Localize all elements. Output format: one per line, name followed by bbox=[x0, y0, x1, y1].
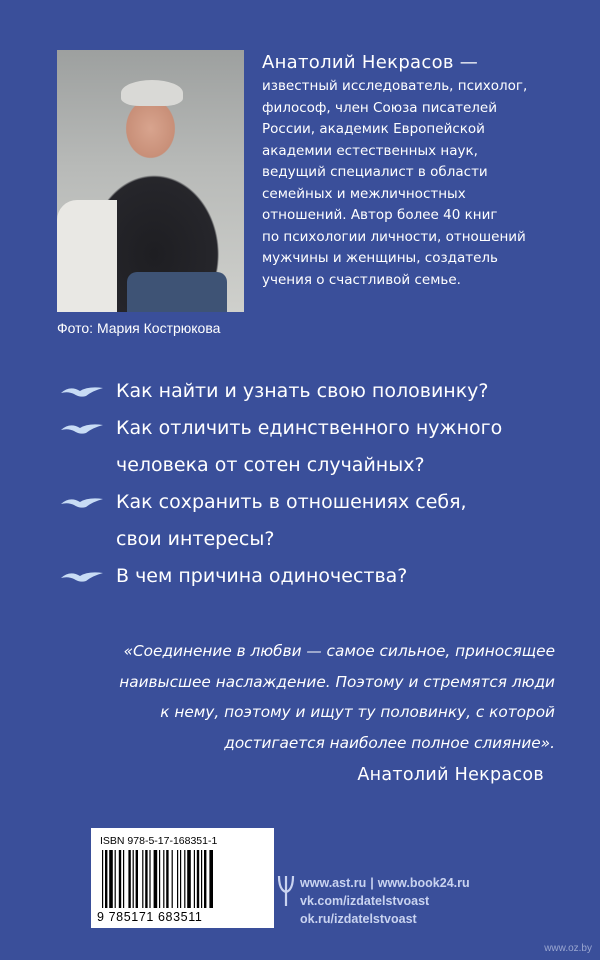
bio-line: отношений. Автор более 40 книг bbox=[262, 207, 498, 223]
author-photo bbox=[57, 50, 244, 312]
link-separator: | bbox=[370, 876, 374, 890]
seagull-icon bbox=[60, 420, 104, 436]
bio-line: ведущий специалист в области bbox=[262, 164, 488, 180]
bio-author-name: Анатолий Некрасов — bbox=[262, 52, 479, 73]
question-text: Как найти и узнать свою половинку? bbox=[116, 380, 489, 402]
author-bio bbox=[262, 50, 552, 291]
quote-line: наивысшее наслаждение. Поэтому и стремятся люди bbox=[119, 672, 555, 691]
links-row-sites bbox=[300, 874, 470, 892]
bio-line: по психологии личности, отношений bbox=[262, 228, 526, 245]
isbn-number: ISBN 978-5-17-168351-1 bbox=[100, 835, 218, 847]
bio-line: философ, член Союза писателей bbox=[262, 99, 498, 116]
publisher-logo-icon bbox=[276, 872, 296, 908]
barcode-bars bbox=[100, 850, 266, 908]
seagull-icon bbox=[60, 494, 104, 510]
bio-line: учения о счастливой семье. bbox=[262, 271, 461, 288]
question-text: В чем причина одиночества? bbox=[116, 565, 408, 587]
question-item bbox=[60, 558, 560, 595]
seagull-icon bbox=[60, 568, 104, 584]
photo-jeans bbox=[127, 272, 227, 312]
bio-line: семейных и межличностных bbox=[262, 185, 466, 202]
quote-line: достигается наиболее полное слияние». bbox=[224, 733, 555, 752]
bio-line: академии естественных наук, bbox=[262, 142, 478, 159]
photo-hair bbox=[121, 80, 183, 106]
question-text: человека от сотен случайных? bbox=[116, 454, 425, 476]
question-list bbox=[60, 373, 560, 595]
link-vk[interactable]: vk.com/izdatelstvoast bbox=[300, 894, 430, 908]
link-ast[interactable]: www.ast.ru bbox=[300, 876, 367, 890]
question-item bbox=[60, 410, 560, 484]
bio-line: России, академик Европейской bbox=[262, 121, 485, 137]
seagull-icon bbox=[60, 383, 104, 399]
link-ok[interactable]: ok.ru/izdatelstvoast bbox=[300, 912, 417, 926]
bio-line: мужчины и женщины, создатель bbox=[262, 250, 498, 266]
publisher-links bbox=[300, 874, 470, 928]
question-text: свои интересы? bbox=[116, 528, 275, 550]
quote-author: Анатолий Некрасов bbox=[357, 765, 544, 785]
photo-chair bbox=[57, 200, 117, 312]
isbn-barcode bbox=[91, 828, 274, 928]
bio-line: известный исследователь, психолог, bbox=[262, 78, 528, 94]
quote-line: «Соединение в любви — самое сильное, приносящее bbox=[123, 642, 555, 660]
watermark: www.oz.by bbox=[544, 943, 592, 954]
question-item bbox=[60, 373, 560, 410]
question-text: Как отличить единственного нужного bbox=[116, 417, 503, 439]
barcode-digits: 9 785171 683511 bbox=[97, 910, 203, 924]
question-item bbox=[60, 484, 560, 558]
question-text: Как сохранить в отношениях себя, bbox=[116, 491, 467, 513]
link-book24[interactable]: www.book24.ru bbox=[377, 876, 470, 890]
photo-credit: Фото: Мария Кострюкова bbox=[57, 320, 221, 336]
quote-line: к нему, поэтому и ищут ту половинку, с которой bbox=[160, 703, 555, 721]
author-quote bbox=[50, 636, 555, 758]
